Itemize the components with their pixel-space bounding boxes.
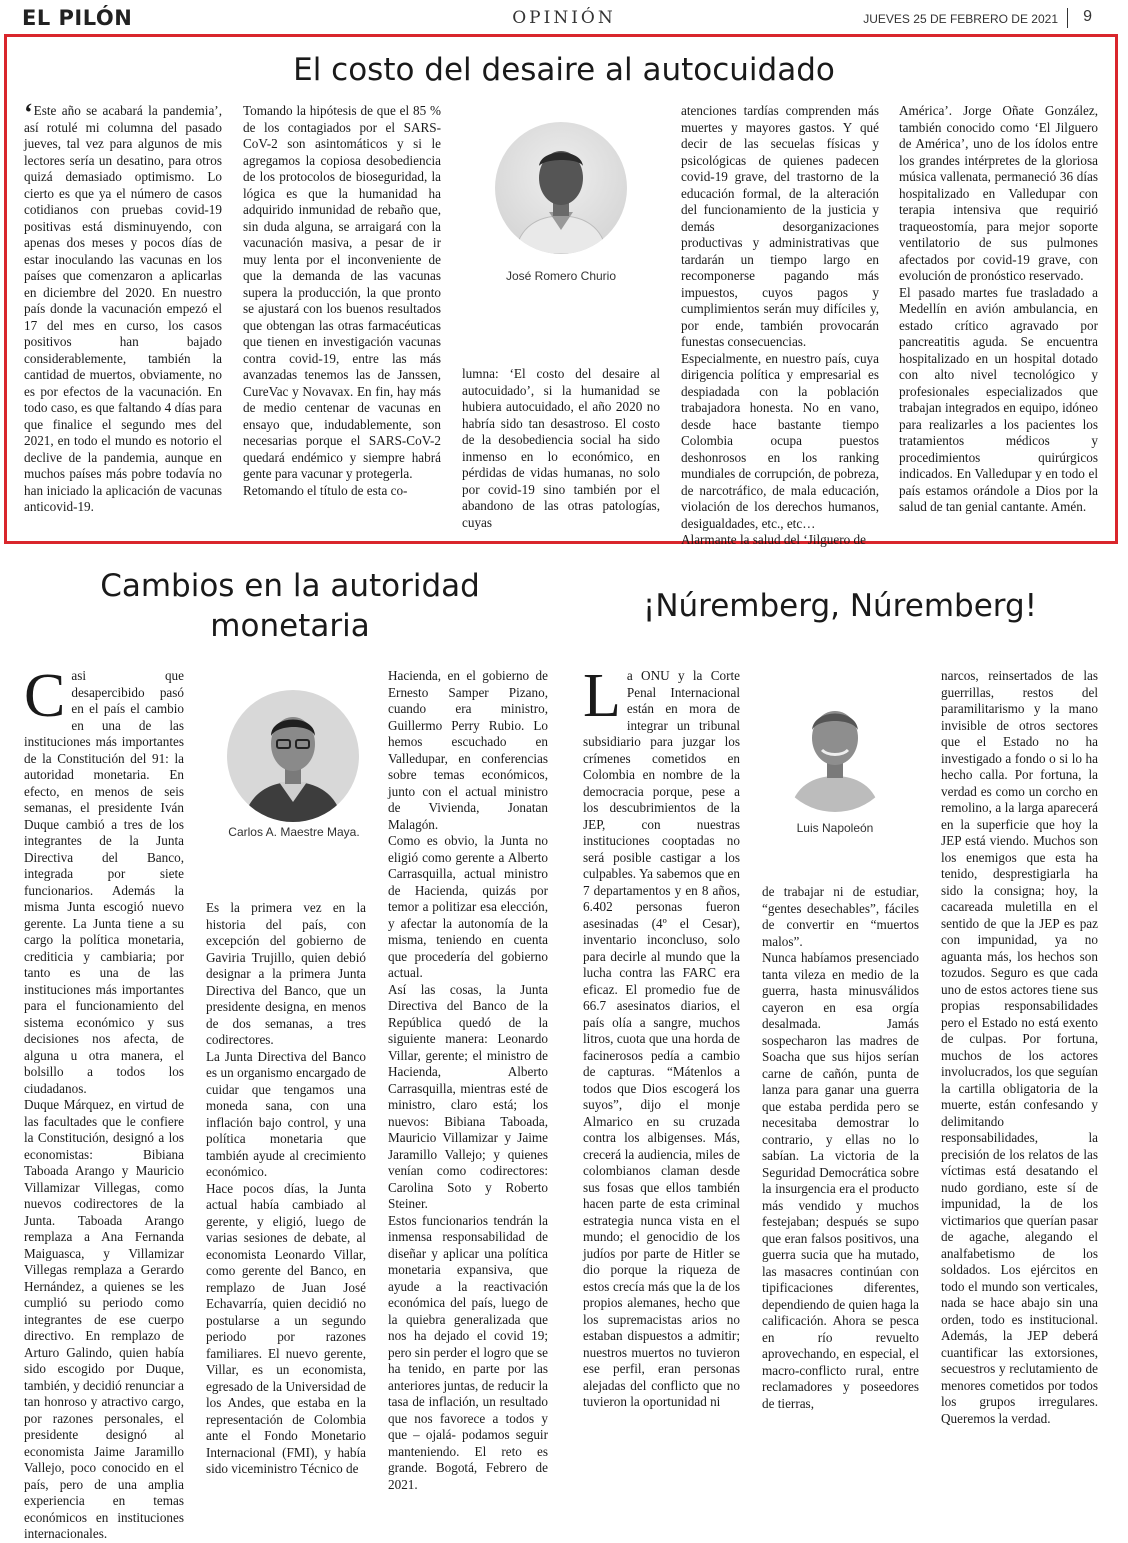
open-quote-glyph: ‘ <box>24 98 33 127</box>
header-divider <box>1067 8 1068 28</box>
page-number: 9 <box>1083 8 1092 25</box>
article-1-col1-p1: Este año se acabará la pandemia’, así rotulé mi columna del pasado jueves, tal vez para algunos de mis lectores sería un desatino, para otros quizá demasiado optimismo. Lo cierto es que ya el número de casos cotidianos con pruebas covid-19 positivas está disminuyendo, con apenas dos meses y pocos días de estar inoculando las vacunas en los países que comenzaron a aplicarlas en diciembre del 2020. En nuestro país donde la vacunación empezó el 17 del mes en curso, los casos positivos han bajado considerablemente, también la cantidad de muertos, obviamente, no es por efectos de la vacunación. En todo caso, es que faltando 4 días para que finalice el segundo mes del 2021, en todo el mundo es notorio el declive de la pandemia, aunque en muchos países más pobre todavía no han iniciado la aplicación de vacunas anticovid-19. <box>24 103 222 514</box>
article-1-column-1 <box>24 98 222 516</box>
article-2-title: Cambios en la autoridad monetaria <box>100 568 480 644</box>
newspaper-logo: EL PILÓN <box>22 6 133 30</box>
article-2-col2-p2: La Junta Directiva del Banco es un organismo encargado de cuidar que tengamos una moneda sana, con una inflación bajo control, y una política monetaria que también ayude al crecimiento económico. <box>206 1048 366 1179</box>
article-1-author-caption: José Romero Churio <box>505 269 617 283</box>
article-1-col4-p3: Alarmante la salud del ‘Jilguero de <box>681 532 866 547</box>
article-3-col1-p1: a ONU y la Corte Penal Internacional están en mora de integrar un tribunal subsidiario para juzgar los crímenes cometidos en Colombia en nombre de la democracia porque, pese a los descubrimientos de la JEP, con nuestras instituciones cooptadas no será posible castigar a los culpables. Ya sabemos que en 7 departamentos y en 8 años, 6.402 personas fueron asesinadas (4º el Cesar), inventario inconcluso, solo para decirle al mundo que la lucha contra las FARC era eficaz. El promedio fue de 66.7 asesinatos diarios, el país olía a sangre, muchos litros, cuota que una horda de facinerosos pedía a cambio de capturas. “Mátenlos a todos que Dios escogerá los suyos”, dijo el monje Almarico en su cruzada contra los albigenses. Más, crecerá la audiencia, miles de colombianos claman desde sus fosas que ellos también hacen parte de esta criminal estrategia nunca vista en el mundo; el genocidio de los judíos por parte de Hitler se dio porque la riqueza de estos crecía más que la de los propios alemanes, hecho que los supremacistas arios no estaban dispuestos a admitir; nuestros muertos no tuvieron ese perfil, eran personas alejadas del conflicto que no tuvieron la oportunidad ni <box>583 668 740 1409</box>
author-portrait-icon <box>495 122 627 254</box>
article-1-col4-p2: Especialmente, en nuestro país, cuya dirigencia política y empresarial es despiadada con la población trabajadora honesta. No en vano, desde hace bastante tiempo Colombia ocupa puestos deshonrosos en los ranking mundiales de corrupción, de pobreza, de narcotráfico, de mala educación, violación de los derechos humanos, desigualdades, etc., etc… <box>681 350 879 531</box>
article-2-column-2 <box>206 900 366 1478</box>
article-2-col3-p4: Estos funcionarios tendrán la inmensa responsabilidad de diseñar y aplicar una política monetaria expansiva, que ayude a la reactivación económica del país, luego de la quiebra generalizada que nos ha dejado el covid 19; pero sin perder el logro que se ha tenido, en parte por las anteriores juntas, de reducir la tasa de inflación, un resultado que nos favorece a todos y que – ojalá- podamos seguir manteniendo. El reto es grande. Bogotá, Febrero de 2021. <box>388 1212 548 1492</box>
article-2-column-3 <box>388 668 548 1493</box>
page-header <box>0 0 1128 34</box>
article-1-column-3 <box>462 366 660 531</box>
article-2-col1-p2: Duque Márquez, en virtud de las facultades que le confiere la Constitución, designó a los economistas: Bibiana Taboada Arango y Mauricio Villamizar Villegas, como nuevos codirectores de la Junta. Taboada Arango remplaza a Ana Fernanda Maiguasca, y Villamizar Villegas remplaza a Gerardo Hernández, a quienes se les cumplió su periodo como integrantes de ese cuerpo directivo. En remplazo de Arturo Galindo, quien había sido escogido por Duque, también, y decidió renunciar a tan honroso y atractivo cargo, por razones personales, el presidente designó al economista Jaime Jaramillo Vallejo, poco conocido en el país, pero de una amplia experiencia en temas económicos en instituciones internacionales. <box>24 1097 185 1541</box>
article-2-column-1 <box>24 662 185 1543</box>
article-3-column-2 <box>762 884 919 1412</box>
article-2-col3-p3: Así las cosas, la Junta Directiva del Banco de la República quedó de la siguiente manera: Leonardo Villar, gerente; el ministro de Hacienda, Alberto Carrasquilla, mientras esté de ministro, claro está; los nuevos: Bibiana Taboada, Mauricio Villamizar y Jaime Jaramillo Vallejo; y quienes venían como codirectores: Carolina Soto y Roberto Steiner. <box>388 981 548 1211</box>
author-portrait-icon <box>772 686 898 812</box>
article-2-author-caption: Carlos A. Maestre Maya. <box>228 825 360 839</box>
article-1-title: El costo del desaire al autocuidado <box>293 52 835 88</box>
article-3-title: ¡Núremberg, Núremberg! <box>642 588 1038 624</box>
article-2-col3-p2: Como es obvio, la Junta no eligió como gerente a Alberto Carrasquilla, actual ministro de Hacienda, quizás por temor a politizar esa elección, y afectar la autonomía de la misma, teniendo en cuenta que procedería del gobierno actual. <box>388 833 548 980</box>
author-portrait-icon <box>227 690 359 822</box>
article-3-author-caption: Luis Napoleón <box>796 821 874 835</box>
issue-date: JUEVES 25 DE FEBRERO DE 2021 <box>863 12 1058 26</box>
article-1-column-5 <box>899 103 1098 516</box>
article-1-column-2 <box>243 103 441 499</box>
section-title: OPINIÓN <box>512 8 616 28</box>
article-1-col3-p1: lumna: ‘El costo del desaire al autocuidado’, si la humanidad se hubiera autocuidado, el año 2020 no habría sido tan desastroso. El costo de la desobediencia social ha sido inmenso en lo económico, en pérdidas de vidas humanas, no solo por covid-19 sino también por el abandono de las otras patologías, cuyas <box>462 366 660 530</box>
article-1-col4-p1: atenciones tardías comprenden más muertes y mayores gastos. Y qué decir de las secuelas físicas y psicológicas de quienes padecen covid-19 grave, del trastorno de la educación formal, de la alteración del funcionamiento de la justicia y demás desorganizaciones productivas y administrativas que tardarán un tiempo largo en recomponerse pagando más impuestos, cuyos pagos y cumplimientos serán muy difíciles y, por ende, también provocarán funestas consecuencias. <box>681 103 879 349</box>
article-3-column-3 <box>941 668 1098 1427</box>
article-1-column-4 <box>681 103 879 549</box>
article-3-dropcap: L <box>583 662 621 730</box>
article-2-col2-p1: Es la primera vez en la historia del país, con excepción del gobierno de Gaviria Trujillo, quien debió designar a la primera Junta Directiva del Banco, que un presidente designa, en menos de dos semanas, a tres codirectores. <box>206 900 366 1047</box>
article-2-col3-p1: Hacienda, en el gobierno de Ernesto Samper Pizano, cuando era ministro, Guillermo Perry Rubio. Lo hemos escuchado en Valledupar, en conferencias sobre temas económicos, junto con el actual ministro de Vivienda, Jonatan Malagón. <box>388 668 548 832</box>
article-3-col2-p1: de trabajar ni de estudiar, “gentes desechables”, fáciles de convertir en “muertos malos”. <box>762 884 919 949</box>
article-2-col1-p1: asi que desapercibido pasó en el país el cambio en una de las instituciones más importantes de la Constitución del 91: la autoridad monetaria. En efecto, en menos de seis semanas, el presidente Iván Duque cambió a tres de los integrantes de la Junta Directiva del Banco, integrada por siete funcionarios. Además la misma Junta escogió nuevo gerente. La Junta tiene a su cargo la política monetaria, crediticia y cambiaria; por tanto es una de las instituciones más importantes para el funcionamiento del sistema económico y sus decisiones nos afecta, de alguna u otra manera, el bolsillo a todos los ciudadanos. <box>24 668 184 1096</box>
article-1-col5-p2: El pasado martes fue trasladado a Medellín en avión ambulancia, en estado crítico agravado por pancreatitis aguda. Se encuentra hospitalizado en un hospital dotado con alto nivel tecnológico y profesionales especializados que trabajan integrados en equipo, idóneo para realizarles a los pacientes los tratamientos médicos y procedimientos quirúrgicos indicados. En Valledupar y en todo el país estamos orándole a Dios por la salud de tan genial cantante. Amén. <box>899 284 1098 514</box>
article-3-col3-p1: narcos, reinsertados de las guerrillas, restos del paramilitarismo y la mano invisible de otros sectores que el Estado no ha investigado a fondo o si lo ha hecho calla. Por fortuna, la verdad es como un corcho en remolino, a la larga aparecerá en la superficie que hoy la JEP está viendo. Muchos son los enemigos que esta ha tenido, desprestigiarla ha sido la consigna; hoy, la cacareada muletilla en el sentido de que la JEP es paz con impunidad, ya no aguanta más, los hechos son tozudos. Seguro es que cada uno de estos actores tiene sus propias responsabilidades pero el Estado no está exento de culpas. Por fortuna, muchos de los actores involucrados, los que seguían la cartilla obligatoria de la muerte, están confesando y delimitando responsabilidades, la precisión de los relatos de las víctimas está desatando el nudo gordiano, este sí de impunidad, la de los victimarios que querían pasar de agache, alegando el analfabetismo de los soldados. Los ejércitos en todo el mundo son verticales, nada se hace abajo sin una orden, todo es institucional. Además, la JEP deberá cuantificar las extorsiones, secuestros y reclutamiento de menores cometidos por todos los grupos irregulares. Queremos la verdad. <box>941 668 1098 1426</box>
article-3-col2-p2: Nunca habíamos presenciado tanta vileza en medio de la guerra, hasta minusválidos cayeron en esa orgía desalmada. Jamás sospecharon las madres de Soacha que sus hijos serían carne de cañón, punta de lanza para ganar una guerra que estaba perdida pero se necesitaba demostrar lo contrario, y ellas no lo sabían. La victoria de la Seguridad Democrática sobre la insurgencia era el producto más vendido y muchos festejaban; después se supo que eran falsos positivos, una guerra sucia que ha mutado, las masacres continúan con tipificaciones diferentes, dependiendo de quien haga la calificación. Ahora se pesca en río revuelto aprovechando, en especial, el macro-conflicto rural, entre reclamadores y poseedores de tierras, <box>762 950 919 1411</box>
article-1-col2-p2: Retomando el título de esta co- <box>243 482 408 498</box>
article-1-col2-p1: Tomando la hipótesis de que el 85 % de los contagiados por el SARS-CoV-2 son asintomáticos y si le agregamos la copiosa desobediencia de los protocolos de bioseguridad, la lógica es que la humanidad ha adquirido inmunidad de rebaño que, sin duda alguna, se arraigará con la vacunación masiva, a pesar de ir muy lenta por el inconveniente de que la demanda de las vacunas supera la producción, la que pronto se ajustará con los buenos resultados que obtengan las otras farmacéuticas que tienen en investigación vacunas contra covid-19, entre las más avanzadas tenemos las de Janssen, CureVac y Novavax. En fin, hay más de medio centenar de vacunas en ensayo que, indudablemente, son necesarias porque el SARS-CoV-2 quedará endémico y siempre habrá gente para vacunar y protegerla. <box>243 103 441 481</box>
article-2-col2-p3: Hace pocos días, la Junta actual había cambiado al gerente, y eligió, luego de varias sesiones de debate, al economista Leonardo Villar, como gerente del Banco, en remplazo de Juan José Echavarría, quien decidió no postularse a un segundo periodo por razones familiares. El nuevo gerente, Villar, es un economista, egresado de la Universidad de los Andes, que estaba en la representación de Colombia ante el Fondo Monetario Internacional (FMI), y había sido viceministro Técnico de <box>206 1180 366 1476</box>
article-1-col5-p1: América’. Jorge Oñate González, también conocido como ‘El Jilguero de América’, uno de los ídolos entre los grandes intérpretes de la gloriosa música vallenata, permaneció 36 días hospitalizado en Valledupar con terapia intensiva que requirió traqueostomía, para mejor soporte ventilatorio de sus pulmones afectados por covid-19 grave, con evolución de pronóstico reservado. <box>899 103 1098 283</box>
article-2-dropcap: C <box>24 662 66 730</box>
article-3-column-1 <box>583 662 740 1411</box>
